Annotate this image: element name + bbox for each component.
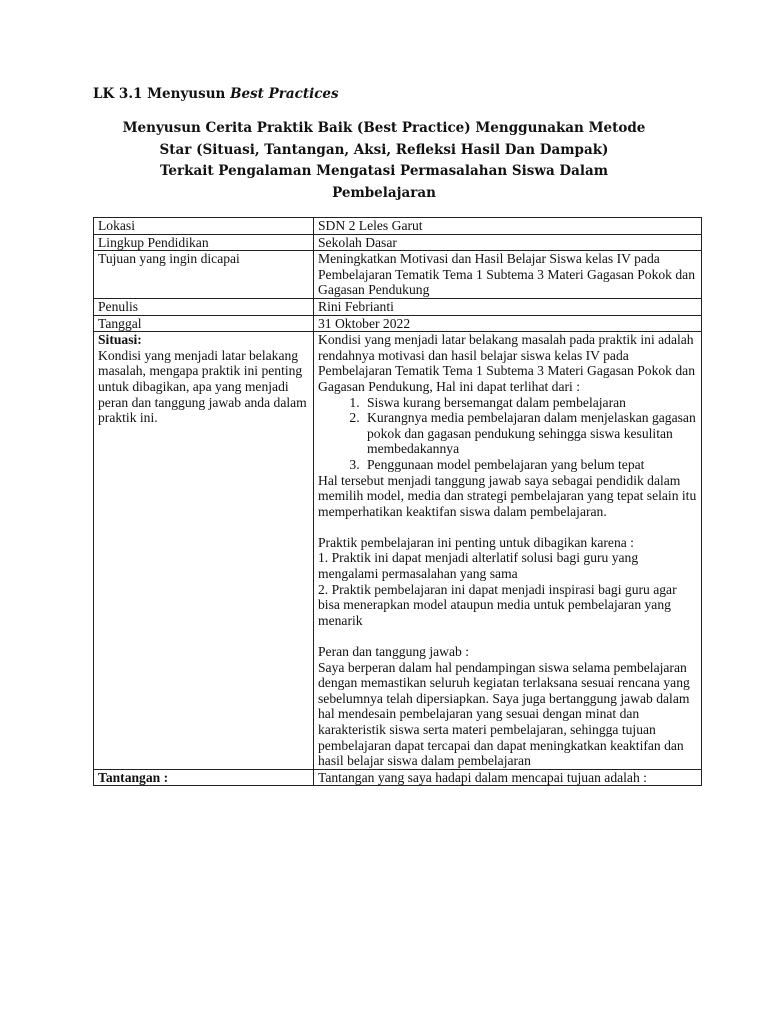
- row-value-lingkup: Sekolah Dasar: [314, 234, 702, 251]
- best-practice-table: [93, 217, 702, 786]
- table-row: [94, 218, 702, 235]
- situasi-responsibility: Hal tersebut menjadi tanggung jawab saya sebagai pendidik dalam memilih model, media dan strategi pembelajaran yang tepat selain itu memperhatikan keaktifan siswa dalam pembelajaran.: [318, 472, 697, 519]
- title-line: Pembelajaran: [332, 184, 436, 201]
- title-line: Terkait Pengalaman Mengatasi Permasalahan Siswa Dalam: [159, 163, 609, 179]
- table-row: [94, 315, 702, 332]
- row-label-tanggal: Tanggal: [94, 315, 314, 332]
- document-title: [80, 118, 688, 204]
- row-label-tantangan: Tantangan :: [94, 769, 314, 786]
- row-label-lingkup: Lingkup Pendidikan: [94, 234, 314, 251]
- problem-list: [318, 395, 697, 473]
- list-item: 1. Siswa kurang bersemangat dalam pembelajaran: [363, 395, 697, 411]
- table-row: [94, 251, 702, 299]
- title-line: Menyusun Cerita Praktik Baik (Best Practice) Menggunakan Metode: [122, 120, 646, 136]
- table-row: [94, 234, 702, 251]
- table-row: [94, 332, 702, 770]
- situasi-heading: Situasi:: [98, 332, 142, 348]
- row-value-tujuan: Meningkatkan Motivasi dan Hasil Belajar Siswa kelas IV pada Pembelajaran Tematik Tema 1 Subtema 3 Materi Gagasan Pokok dan Gagasan Pendukung: [314, 251, 702, 299]
- row-value-tantangan: Tantangan yang saya hadapi dalam mencapai tujuan adalah :: [314, 769, 702, 786]
- title-line: Star (Situasi, Tantangan, Aksi, Refleksi Hasil Dan Dampak): [159, 141, 609, 158]
- paragraph-gap: [318, 628, 697, 644]
- row-value-tanggal: 31 Oktober 2022: [314, 315, 702, 332]
- row-value-situasi: [314, 332, 702, 770]
- worksheet-heading-italic: Best Practices: [230, 86, 339, 102]
- row-label-penulis: Penulis: [94, 298, 314, 315]
- worksheet-heading: [93, 86, 339, 102]
- importance-intro: Praktik pembelajaran ini penting untuk dibagikan karena :: [318, 534, 634, 550]
- importance-item: 1. Praktik ini dapat menjadi alterlatif solusi bagi guru yang mengalami permasalahan yang sama: [318, 550, 639, 582]
- row-value-lokasi: SDN 2 Leles Garut: [314, 218, 702, 235]
- importance-item: 2. Praktik pembelajaran ini dapat menjadi inspirasi bagi guru agar bisa menerapkan model ataupun media untuk pembelajaran yang menarik: [318, 581, 677, 628]
- list-item: 2. Kurangnya media pembelajaran dalam menjelaskan gagasan pokok dan gagasan pendukung sehingga siswa kesulitan membedakannya: [363, 410, 697, 457]
- situasi-description: Kondisi yang menjadi latar belakang masalah, mengapa praktik ini penting untuk dibagikan, apa yang menjadi peran dan tanggung jawab anda dalam praktik ini.: [98, 347, 307, 426]
- list-item: 3. Penggunaan model pembelajaran yang belum tepat: [363, 457, 697, 473]
- row-label-situasi: [94, 332, 314, 770]
- situasi-intro: Kondisi yang menjadi latar belakang masalah pada praktik ini adalah rendahnya motivasi dan hasil belajar siswa kelas IV pada Pembelajaran Tematik Tema 1 Subtema 3 Materi Gagasan Pokok dan Gagasan Pendukung, Hal ini dapat terlihat dari :: [318, 332, 695, 394]
- paragraph-gap: [318, 519, 697, 535]
- role-heading: Peran dan tanggung jawab :: [318, 644, 469, 660]
- row-value-penulis: Rini Febrianti: [314, 298, 702, 315]
- role-text: Saya berperan dalam hal pendampingan siswa selama pembelajaran dengan memastikan seluruh kegiatan terlaksana sesuai rencana yang sebelumnya telah dipersiapkan. Saya juga bertanggung jawab dalam hal mendesain pembelajaran yang sesuai dengan minat dan karakteristik siswa serta materi pembelajaran, sehingga tujuan pembelajaran dapat tercapai dan dapat meningkatkan keaktifan dan hasil belajar siswa dalam pembelajaran: [318, 659, 690, 769]
- row-label-tujuan: Tujuan yang ingin dicapai: [94, 251, 314, 299]
- table-row: [94, 769, 702, 786]
- row-label-lokasi: Lokasi: [94, 218, 314, 235]
- worksheet-heading-prefix: LK 3.1 Menyusun: [93, 86, 231, 102]
- table-row: [94, 298, 702, 315]
